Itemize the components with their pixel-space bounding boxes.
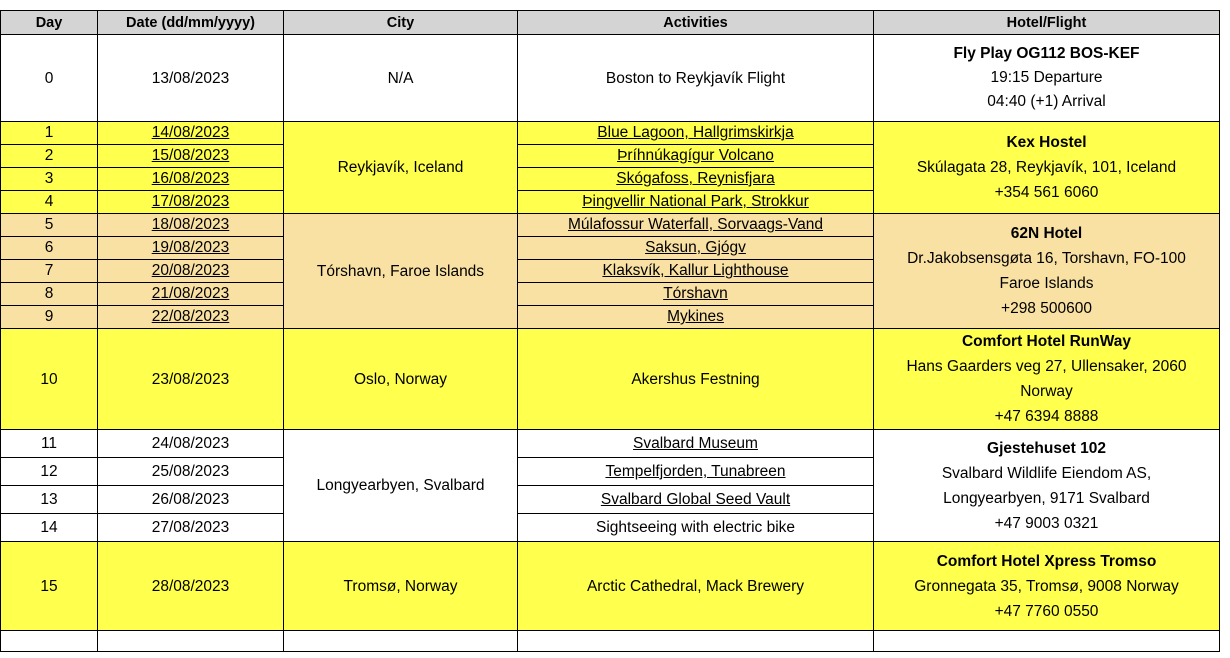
city-cell: N/A	[284, 35, 518, 122]
header-row	[1, 11, 1220, 35]
date-cell: 22/08/2023	[98, 306, 284, 329]
day-cell: 5	[1, 214, 98, 237]
hotel-line: Dr.Jakobsensgøta 16, Torshavn, FO-100	[907, 250, 1186, 267]
hotel-line: Norway	[1020, 383, 1073, 400]
header-activities: Activities	[518, 11, 874, 35]
table-row	[1, 329, 1220, 430]
date-cell: 17/08/2023	[98, 191, 284, 214]
activity-cell: Klaksvík, Kallur Lighthouse	[518, 260, 874, 283]
day-cell: 3	[1, 168, 98, 191]
hotel-name: Fly Play OG112 BOS-KEF	[953, 45, 1140, 62]
day-cell: 7	[1, 260, 98, 283]
hotel-name: Kex Hostel	[1006, 134, 1087, 151]
date-cell: 21/08/2023	[98, 283, 284, 306]
hotel-name: Gjestehuset 102	[987, 439, 1106, 457]
hotel-line: 04:40 (+1) Arrival	[987, 93, 1106, 110]
activity-cell: Boston to Reykjavík Flight	[518, 35, 874, 122]
day-cell: 15	[1, 542, 98, 631]
header-day: Day	[1, 11, 98, 35]
hotel-name: Comfort Hotel Xpress Tromso	[936, 552, 1157, 570]
hotel-line: Skúlagata 28, Reykjavík, 101, Iceland	[916, 159, 1177, 176]
hotel-cell	[874, 430, 1220, 542]
hotel-line: Hans Gaarders veg 27, Ullensaker, 2060	[906, 358, 1187, 375]
date-cell: 24/08/2023	[98, 430, 284, 458]
activity-cell: Mykines	[518, 306, 874, 329]
table-row	[1, 542, 1220, 631]
date-cell: 23/08/2023	[98, 329, 284, 430]
date-cell: 26/08/2023	[98, 486, 284, 514]
day-cell: 9	[1, 306, 98, 329]
activity-cell: Akershus Festning	[518, 329, 874, 430]
table-row	[1, 430, 1220, 458]
header-date: Date (dd/mm/yyyy)	[98, 11, 284, 35]
day-cell: 14	[1, 514, 98, 542]
activity-cell: Þríhnúkagígur Volcano	[518, 145, 874, 168]
date-cell: 20/08/2023	[98, 260, 284, 283]
table-row-partial	[1, 631, 1220, 652]
header-hotel-flight: Hotel/Flight	[874, 11, 1220, 35]
date-cell: 28/08/2023	[98, 542, 284, 631]
day-cell: 1	[1, 122, 98, 145]
hotel-name: 62N Hotel	[1010, 225, 1083, 242]
city-cell: Reykjavík, Iceland	[284, 122, 518, 214]
activity-cell: Arctic Cathedral, Mack Brewery	[518, 542, 874, 631]
date-cell: 27/08/2023	[98, 514, 284, 542]
hotel-line: +354 561 6060	[994, 184, 1099, 201]
activity-cell: Tempelfjorden, Tunabreen	[518, 458, 874, 486]
hotel-cell	[874, 542, 1220, 631]
hotel-line: +298 500600	[1001, 300, 1092, 317]
hotel-line: Longyearbyen, 9171 Svalbard	[943, 489, 1150, 507]
activity-cell: Múlafossur Waterfall, Sorvaags-Vand	[518, 214, 874, 237]
date-cell: 16/08/2023	[98, 168, 284, 191]
day-cell: 4	[1, 191, 98, 214]
date-cell: 18/08/2023	[98, 214, 284, 237]
table-row	[1, 214, 1220, 237]
date-cell: 25/08/2023	[98, 458, 284, 486]
activity-cell: Sightseeing with electric bike	[518, 514, 874, 542]
hotel-cell	[874, 35, 1220, 122]
day-cell: 2	[1, 145, 98, 168]
hotel-line: +47 9003 0321	[994, 514, 1099, 532]
day-cell: 13	[1, 486, 98, 514]
city-cell: Tromsø, Norway	[284, 542, 518, 631]
day-cell: 8	[1, 283, 98, 306]
activity-cell: Blue Lagoon, Hallgrimskirkja	[518, 122, 874, 145]
activity-cell: Saksun, Gjógv	[518, 237, 874, 260]
activity-cell: Svalbard Museum	[518, 430, 874, 458]
hotel-line: Gronnegata 35, Tromsø, 9008 Norway	[914, 577, 1179, 595]
hotel-cell	[874, 214, 1220, 329]
city-cell: Tórshavn, Faroe Islands	[284, 214, 518, 329]
activity-cell: Tórshavn	[518, 283, 874, 306]
city-cell: Oslo, Norway	[284, 329, 518, 430]
hotel-line: +47 7760 0550	[994, 602, 1099, 620]
activity-cell: Svalbard Global Seed Vault	[518, 486, 874, 514]
date-cell: 13/08/2023	[98, 35, 284, 122]
day-cell: 11	[1, 430, 98, 458]
day-cell: 10	[1, 329, 98, 430]
hotel-line: Svalbard Wildlife Eiendom AS,	[941, 464, 1152, 482]
hotel-cell	[874, 122, 1220, 214]
activity-cell: Skógafoss, Reynisfjara	[518, 168, 874, 191]
day-cell: 0	[1, 35, 98, 122]
hotel-line: +47 6394 8888	[994, 408, 1099, 425]
itinerary-table	[0, 10, 1220, 652]
city-cell: Longyearbyen, Svalbard	[284, 430, 518, 542]
activity-cell: Þingvellir National Park, Strokkur	[518, 191, 874, 214]
day-cell: 6	[1, 237, 98, 260]
hotel-line: 19:15 Departure	[990, 69, 1103, 86]
table-row	[1, 122, 1220, 145]
hotel-cell	[874, 329, 1220, 430]
header-city: City	[284, 11, 518, 35]
day-cell: 12	[1, 458, 98, 486]
hotel-name: Comfort Hotel RunWay	[961, 333, 1132, 350]
date-cell: 15/08/2023	[98, 145, 284, 168]
date-cell: 14/08/2023	[98, 122, 284, 145]
table-row	[1, 35, 1220, 122]
date-cell: 19/08/2023	[98, 237, 284, 260]
hotel-line: Faroe Islands	[999, 275, 1094, 292]
